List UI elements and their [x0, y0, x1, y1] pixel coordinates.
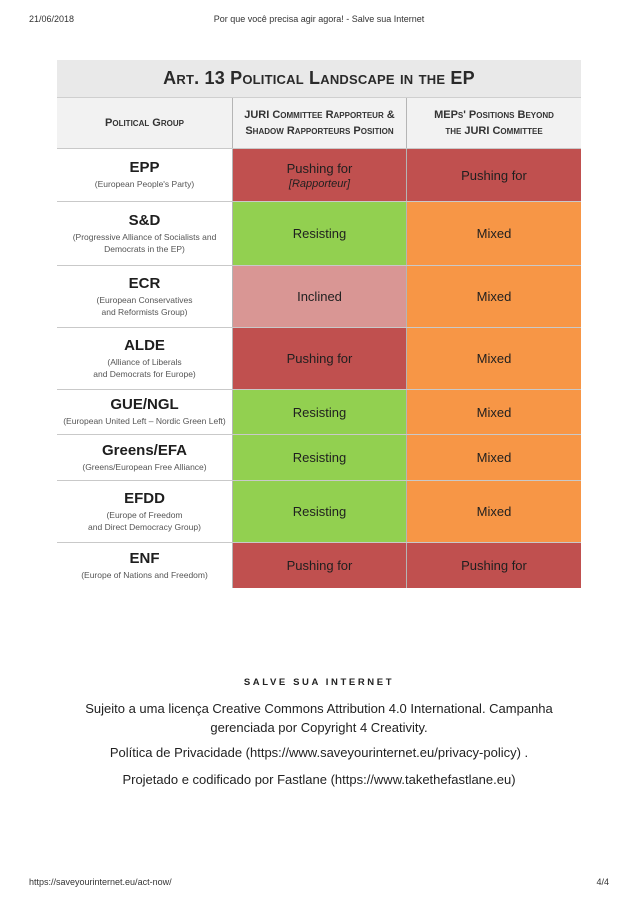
- juri-position-label: Resisting: [292, 450, 347, 465]
- table-body: [57, 148, 581, 588]
- group-cell: [57, 328, 232, 389]
- group-description-line: (Europe of Freedom: [106, 509, 183, 520]
- group-description-line: (Europe of Nations and Freedom): [81, 569, 208, 580]
- print-page-title: Por que você precisa agir agora! - Salve sua Internet: [213, 14, 425, 24]
- group-description: [85, 509, 204, 534]
- column-header-meps-line2: the JURI Committee: [445, 125, 543, 137]
- table-row: [57, 389, 581, 434]
- meps-position-label: Pushing for: [461, 167, 527, 183]
- meps-position-label: Mixed: [476, 404, 512, 420]
- table-title: Art. 13 Political Landscape in the EP: [57, 60, 581, 97]
- group-name: ENF: [129, 549, 160, 567]
- group-description-line: (European Conservatives: [96, 294, 193, 305]
- group-description: [78, 569, 211, 581]
- juri-position-label: Pushing for: [286, 558, 353, 573]
- group-description-line: (Progressive Alliance of Socialists and: [72, 231, 217, 242]
- designer-credit-link[interactable]: Projetado e codificado por Fastlane (https://www.takethefastlane.eu): [122, 772, 516, 787]
- table-row: [57, 434, 581, 480]
- juri-position-cell: [232, 202, 406, 265]
- page-url: https://saveyourinternet.eu/act-now/: [29, 877, 172, 887]
- juri-position-label: Pushing for: [286, 160, 353, 176]
- juri-position-cell: [232, 149, 406, 201]
- group-cell: [57, 543, 232, 588]
- group-description: [90, 356, 199, 381]
- group-name: EFDD: [124, 489, 165, 507]
- meps-position-cell: [406, 435, 581, 480]
- group-cell: [57, 390, 232, 434]
- meps-position-label: Mixed: [476, 226, 512, 241]
- political-landscape-table: [57, 60, 581, 586]
- group-description-line: and Reformists Group): [101, 307, 188, 317]
- meps-position-label: Pushing for: [461, 558, 527, 573]
- table-row: [57, 480, 581, 542]
- page-number: 4/4: [596, 877, 609, 887]
- table-row: [57, 201, 581, 265]
- privacy-policy-link[interactable]: Política de Privacidade (https://www.saveyourinternet.eu/privacy-policy) .: [109, 745, 529, 760]
- group-cell: [57, 435, 232, 480]
- group-cell: [57, 149, 232, 201]
- juri-position-note: [Rapporteur]: [288, 177, 351, 190]
- juri-position-cell: [232, 328, 406, 389]
- column-header-group: Political Group: [105, 116, 184, 129]
- group-description-line: Democrats in the EP): [104, 244, 185, 254]
- table-row: [57, 148, 581, 201]
- meps-position-cell: [406, 328, 581, 389]
- group-name: ALDE: [124, 336, 165, 354]
- group-description-line: (Alliance of Liberals: [107, 356, 182, 367]
- group-description: [70, 231, 220, 256]
- meps-position-label: Mixed: [476, 289, 512, 304]
- juri-position-label: Inclined: [297, 289, 342, 304]
- juri-position-label: Resisting: [292, 404, 347, 420]
- group-description-line: (Greens/European Free Alliance): [82, 461, 207, 472]
- table-row: [57, 542, 581, 588]
- meps-position-label: Mixed: [476, 351, 512, 366]
- meps-position-label: Mixed: [476, 504, 512, 519]
- group-description: [60, 415, 229, 427]
- group-name: ECR: [128, 274, 161, 292]
- column-header-juri: [232, 98, 406, 148]
- meps-position-cell: [406, 149, 581, 201]
- group-description: [94, 294, 196, 319]
- juri-position-cell: [232, 543, 406, 588]
- juri-position-cell: [232, 481, 406, 542]
- group-description-line: and Democrats for Europe): [93, 369, 196, 379]
- group-cell: [57, 202, 232, 265]
- meps-position-cell: [406, 202, 581, 265]
- table-row: [57, 265, 581, 327]
- column-header-juri-line2: Shadow Rapporteurs Position: [245, 125, 394, 137]
- table-column-headers: [57, 97, 581, 148]
- juri-position-label: Resisting: [292, 504, 347, 519]
- juri-position-cell: [232, 266, 406, 327]
- license-text: Sujeito a uma licença Creative Commons Attribution 4.0 International. Campanha gerenciada por Copyright 4 Creativity.: [85, 701, 553, 735]
- group-description-line: and Direct Democracy Group): [88, 522, 201, 532]
- meps-position-cell: [406, 266, 581, 327]
- group-name: Greens/EFA: [101, 441, 188, 459]
- group-name: GUE/NGL: [110, 396, 179, 414]
- brand-name: SALVE SUA INTERNET: [243, 677, 395, 688]
- meps-position-label: Mixed: [476, 450, 512, 465]
- group-name: EPP: [129, 159, 160, 177]
- group-description: [92, 178, 197, 190]
- juri-position-cell: [232, 390, 406, 434]
- column-header-meps-line1: MEPs' Positions Beyond: [434, 108, 554, 121]
- juri-position-label: Pushing for: [286, 351, 353, 366]
- meps-position-cell: [406, 481, 581, 542]
- meps-position-cell: [406, 543, 581, 588]
- juri-position-cell: [232, 435, 406, 480]
- column-header-meps: [406, 98, 581, 148]
- group-description-line: (European People's Party): [94, 179, 195, 190]
- print-date: 21/06/2018: [29, 14, 75, 24]
- group-cell: [57, 481, 232, 542]
- column-header-juri-line1: JURI Committee Rapporteur &: [244, 108, 395, 121]
- group-name: S&D: [128, 211, 161, 229]
- group-description-line: (European United Left – Nordic Green Left): [63, 416, 226, 427]
- group-description: [79, 461, 209, 473]
- meps-position-cell: [406, 390, 581, 434]
- group-cell: [57, 266, 232, 327]
- juri-position-label: Resisting: [292, 226, 347, 241]
- table-row: [57, 327, 581, 389]
